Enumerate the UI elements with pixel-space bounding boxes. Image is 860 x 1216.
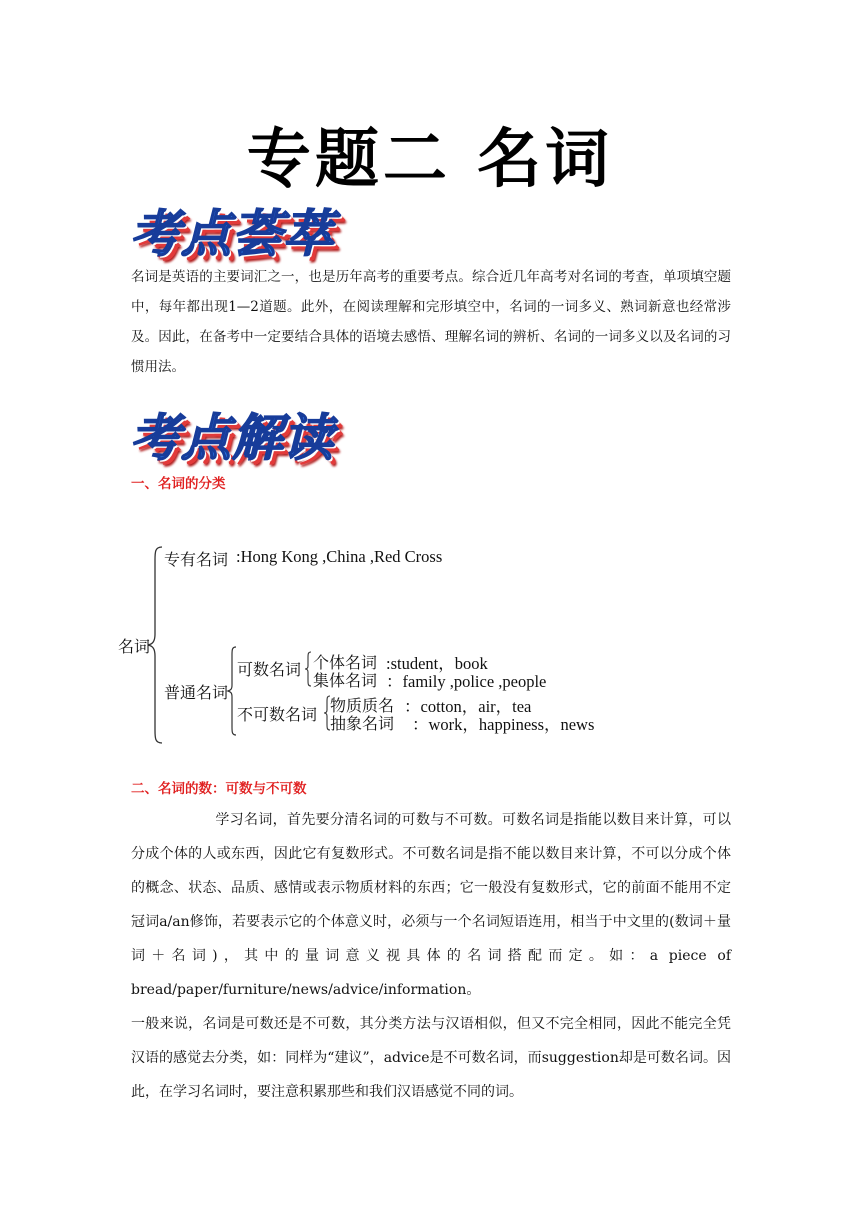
collective-noun-label: 集体名词 [313, 671, 378, 690]
abstract-noun-label: 抽象名词 [330, 714, 395, 733]
individual-noun-examples: :student，book [386, 654, 488, 673]
proper-noun-label: 专有名词 [164, 550, 229, 569]
section-heading-number: 二、名词的数：可数与不可数 [131, 781, 307, 797]
abstract-noun-examples: ：work，happiness，news [412, 715, 595, 734]
countability-paragraph-text: 学习名词，首先要分清名词的可数与不可数。可数名词是指能以数目来计算，可以分成个体的人或东西，因此它有复数形式。不可数名词是指不能以数目来计算，不可以分成个体的概念、状态、品质、感情或表示物质材料的东西；它一般没有复数形式，它的前面不能用不定冠词a/an修饰，若要表示它的个体意义时，必须与一个名词短语连用，相当于中文里的(数词＋量词＋名词)，其中的量词意义视具体的名词搭配而定。如：a piece of bread/paper/furniture/news/advice/information。 [131, 812, 731, 998]
countability-paragraph [131, 803, 731, 1007]
section-heading-classification: 一、名词的分类 [131, 476, 226, 492]
countable-brace [303, 650, 313, 688]
collective-noun-examples: ：family ,police ,people [386, 672, 547, 691]
key-points-banner: 考点荟萃 [130, 205, 334, 263]
countable-noun-label: 可数名词 [237, 660, 302, 679]
uncountable-noun-label: 不可数名词 [237, 705, 318, 724]
explanation-banner: 考点解读 [130, 409, 334, 467]
page-title: 专题二 名词 [246, 122, 614, 197]
common-noun-label: 普通名词 [164, 683, 229, 702]
tree-root-label: 名词 [118, 637, 151, 656]
intro-paragraph: 名词是英语的主要词汇之一，也是历年高考的重要考点。综合近几年高考对名词的考查，单项填空题中，每年都出现1—2道题。此外，在阅读理解和完形填空中，名词的一词多义、熟词新意也经常涉及。因此，在备考中一定要结合具体的语境去感悟、理解名词的辨析、名词的一词多义以及名词的习惯用法。 [131, 269, 731, 375]
classification-note-paragraph: 一般来说，名词是可数还是不可数，其分类方法与汉语相似，但又不完全相同，因此不能完全凭汉语的感觉去分类，如：同样为“建议”，advice是不可数名词，而suggestion却是可数名词。因此，在学习名词时，要注意积累那些和我们汉语感觉不同的词。 [131, 1016, 731, 1100]
individual-noun-label: 个体名词 [313, 653, 378, 672]
proper-noun-examples: :Hong Kong ,China ,Red Cross [236, 547, 443, 566]
material-noun-label: 物质质名 [330, 696, 395, 715]
material-noun-examples: ：cotton，air，tea [404, 697, 532, 716]
